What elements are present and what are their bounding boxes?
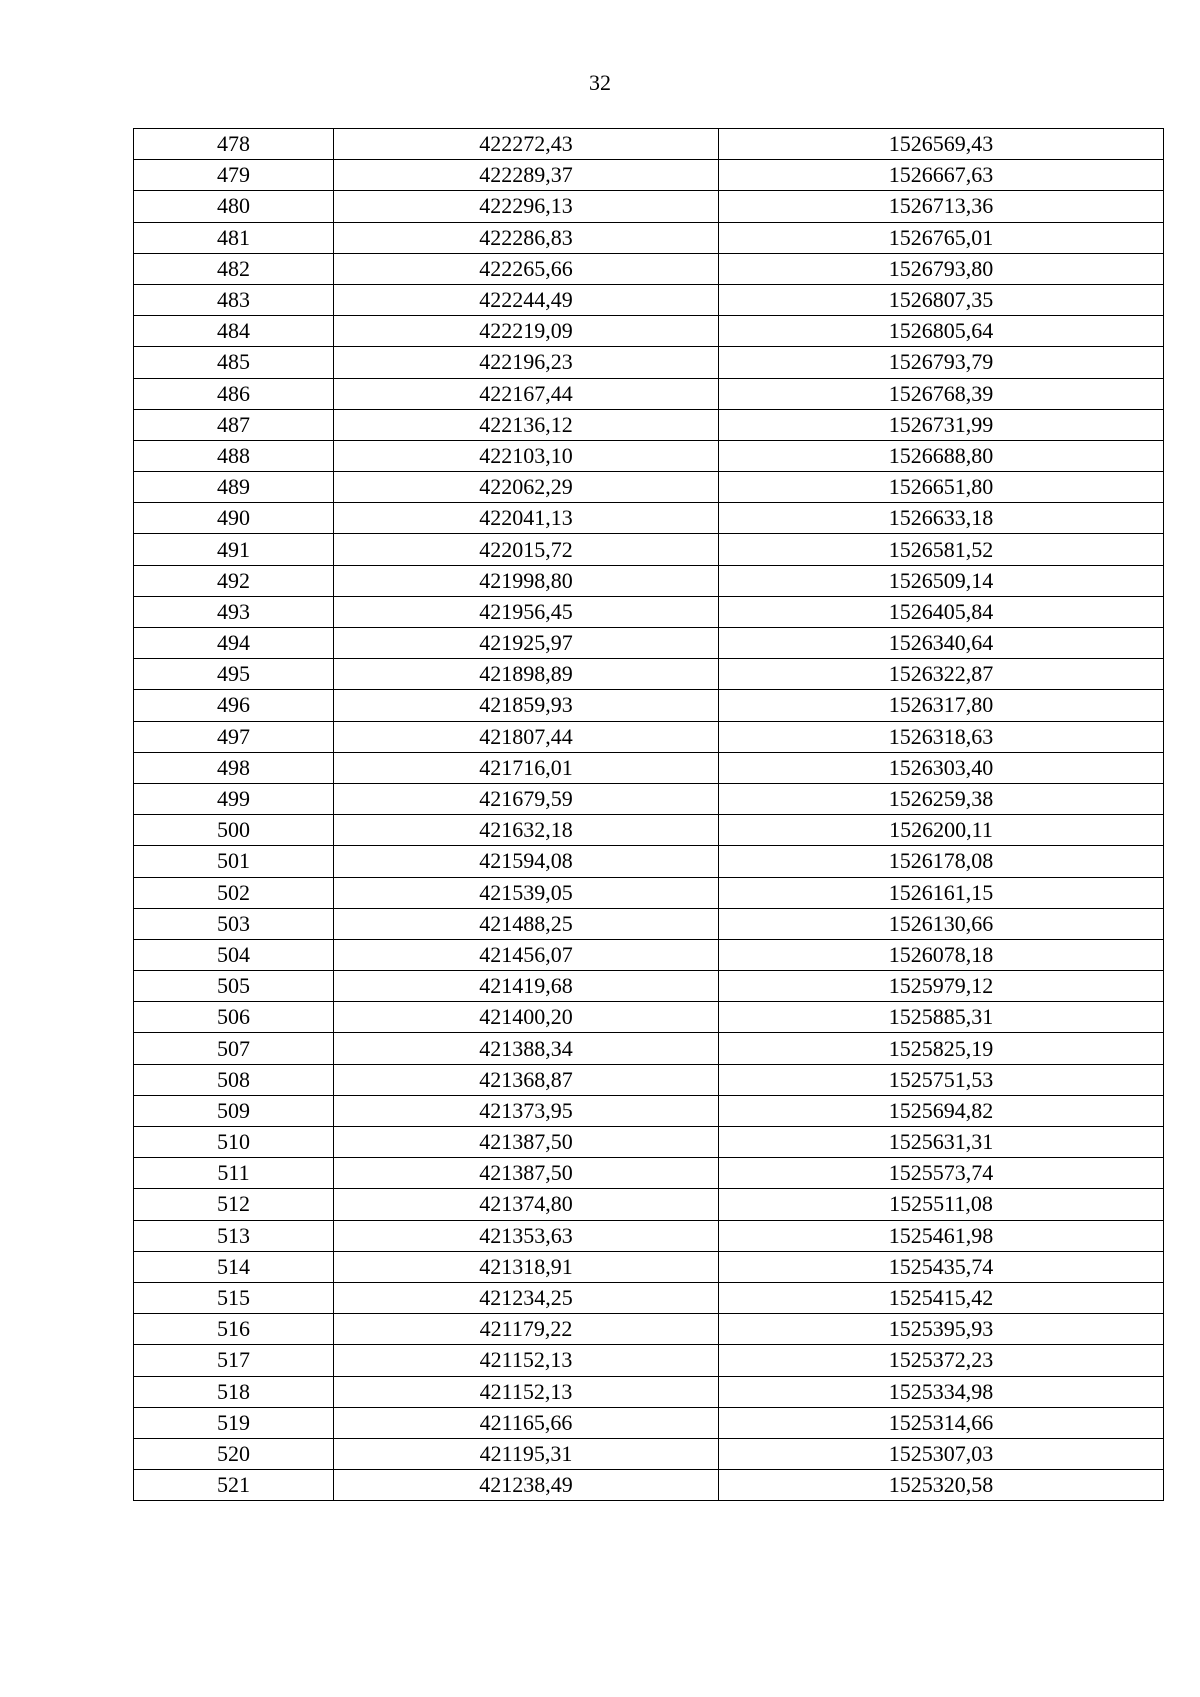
- table-row: [134, 1127, 1164, 1158]
- x-coordinate-cell: 422289,37: [334, 160, 719, 191]
- point-number-cell: 491: [134, 534, 334, 565]
- point-number-cell: 517: [134, 1345, 334, 1376]
- table-row: [134, 472, 1164, 503]
- table-row: [134, 316, 1164, 347]
- point-number-cell: 497: [134, 721, 334, 752]
- point-number-cell: 496: [134, 690, 334, 721]
- y-coordinate-cell: 1526633,18: [719, 503, 1164, 534]
- x-coordinate-cell: 421456,07: [334, 939, 719, 970]
- point-number-cell: 487: [134, 409, 334, 440]
- x-coordinate-cell: 421594,08: [334, 846, 719, 877]
- table-row: [134, 565, 1164, 596]
- table-row: [134, 752, 1164, 783]
- x-coordinate-cell: 421998,80: [334, 565, 719, 596]
- y-coordinate-cell: 1526405,84: [719, 596, 1164, 627]
- x-coordinate-cell: 421152,13: [334, 1376, 719, 1407]
- point-number-cell: 494: [134, 628, 334, 659]
- point-number-cell: 484: [134, 316, 334, 347]
- table-row: [134, 1064, 1164, 1095]
- point-number-cell: 478: [134, 129, 334, 160]
- table-row: [134, 659, 1164, 690]
- table-row: [134, 1251, 1164, 1282]
- table-row: [134, 1345, 1164, 1376]
- x-coordinate-cell: 422286,83: [334, 222, 719, 253]
- page-number: 32: [589, 70, 611, 95]
- coordinates-table-body: [134, 129, 1164, 1501]
- y-coordinate-cell: 1526688,80: [719, 440, 1164, 471]
- y-coordinate-cell: 1526340,64: [719, 628, 1164, 659]
- table-row: [134, 628, 1164, 659]
- point-number-cell: 501: [134, 846, 334, 877]
- y-coordinate-cell: 1526667,63: [719, 160, 1164, 191]
- y-coordinate-cell: 1526322,87: [719, 659, 1164, 690]
- x-coordinate-cell: 421716,01: [334, 752, 719, 783]
- table-row: [134, 378, 1164, 409]
- table-row: [134, 1438, 1164, 1469]
- x-coordinate-cell: 421234,25: [334, 1282, 719, 1313]
- table-row: [134, 877, 1164, 908]
- y-coordinate-cell: 1526765,01: [719, 222, 1164, 253]
- table-row: [134, 690, 1164, 721]
- x-coordinate-cell: 421925,97: [334, 628, 719, 659]
- point-number-cell: 508: [134, 1064, 334, 1095]
- y-coordinate-cell: 1526713,36: [719, 191, 1164, 222]
- y-coordinate-cell: 1526130,66: [719, 908, 1164, 939]
- y-coordinate-cell: 1526807,35: [719, 284, 1164, 315]
- point-number-cell: 515: [134, 1282, 334, 1313]
- point-number-cell: 488: [134, 440, 334, 471]
- x-coordinate-cell: 422272,43: [334, 129, 719, 160]
- point-number-cell: 502: [134, 877, 334, 908]
- x-coordinate-cell: 421238,49: [334, 1470, 719, 1501]
- y-coordinate-cell: 1525631,31: [719, 1127, 1164, 1158]
- y-coordinate-cell: 1525320,58: [719, 1470, 1164, 1501]
- point-number-cell: 521: [134, 1470, 334, 1501]
- table-row: [134, 846, 1164, 877]
- point-number-cell: 504: [134, 939, 334, 970]
- x-coordinate-cell: 422196,23: [334, 347, 719, 378]
- y-coordinate-cell: 1525314,66: [719, 1407, 1164, 1438]
- y-coordinate-cell: 1526259,38: [719, 783, 1164, 814]
- table-row: [134, 1220, 1164, 1251]
- x-coordinate-cell: 421373,95: [334, 1095, 719, 1126]
- table-row: [134, 1002, 1164, 1033]
- y-coordinate-cell: 1525573,74: [719, 1158, 1164, 1189]
- x-coordinate-cell: 422015,72: [334, 534, 719, 565]
- point-number-cell: 490: [134, 503, 334, 534]
- point-number-cell: 500: [134, 815, 334, 846]
- y-coordinate-cell: 1525461,98: [719, 1220, 1164, 1251]
- y-coordinate-cell: 1526078,18: [719, 939, 1164, 970]
- point-number-cell: 498: [134, 752, 334, 783]
- x-coordinate-cell: 421400,20: [334, 1002, 719, 1033]
- y-coordinate-cell: 1525307,03: [719, 1438, 1164, 1469]
- point-number-cell: 510: [134, 1127, 334, 1158]
- point-number-cell: 483: [134, 284, 334, 315]
- x-coordinate-cell: 421387,50: [334, 1158, 719, 1189]
- x-coordinate-cell: 422136,12: [334, 409, 719, 440]
- x-coordinate-cell: 422219,09: [334, 316, 719, 347]
- x-coordinate-cell: 422062,29: [334, 472, 719, 503]
- x-coordinate-cell: 421387,50: [334, 1127, 719, 1158]
- point-number-cell: 503: [134, 908, 334, 939]
- table-row: [134, 222, 1164, 253]
- x-coordinate-cell: 421898,89: [334, 659, 719, 690]
- table-row: [134, 160, 1164, 191]
- point-number-cell: 513: [134, 1220, 334, 1251]
- point-number-cell: 505: [134, 971, 334, 1002]
- table-row: [134, 1095, 1164, 1126]
- x-coordinate-cell: 422265,66: [334, 253, 719, 284]
- table-row: [134, 971, 1164, 1002]
- point-number-cell: 514: [134, 1251, 334, 1282]
- point-number-cell: 520: [134, 1438, 334, 1469]
- y-coordinate-cell: 1525395,93: [719, 1314, 1164, 1345]
- table-row: [134, 440, 1164, 471]
- y-coordinate-cell: 1526793,79: [719, 347, 1164, 378]
- y-coordinate-cell: 1526161,15: [719, 877, 1164, 908]
- point-number-cell: 495: [134, 659, 334, 690]
- table-row: [134, 347, 1164, 378]
- table-row: [134, 1470, 1164, 1501]
- y-coordinate-cell: 1526581,52: [719, 534, 1164, 565]
- x-coordinate-cell: 421318,91: [334, 1251, 719, 1282]
- x-coordinate-cell: 421539,05: [334, 877, 719, 908]
- x-coordinate-cell: 421165,66: [334, 1407, 719, 1438]
- y-coordinate-cell: 1525885,31: [719, 1002, 1164, 1033]
- x-coordinate-cell: 422296,13: [334, 191, 719, 222]
- x-coordinate-cell: 421632,18: [334, 815, 719, 846]
- x-coordinate-cell: 421956,45: [334, 596, 719, 627]
- point-number-cell: 518: [134, 1376, 334, 1407]
- table-row: [134, 191, 1164, 222]
- table-row: [134, 1033, 1164, 1064]
- table-row: [134, 815, 1164, 846]
- table-row: [134, 1376, 1164, 1407]
- x-coordinate-cell: 422167,44: [334, 378, 719, 409]
- x-coordinate-cell: 421179,22: [334, 1314, 719, 1345]
- table-row: [134, 1158, 1164, 1189]
- point-number-cell: 480: [134, 191, 334, 222]
- x-coordinate-cell: 421388,34: [334, 1033, 719, 1064]
- point-number-cell: 481: [134, 222, 334, 253]
- y-coordinate-cell: 1525372,23: [719, 1345, 1164, 1376]
- y-coordinate-cell: 1526793,80: [719, 253, 1164, 284]
- x-coordinate-cell: 421353,63: [334, 1220, 719, 1251]
- table-row: [134, 596, 1164, 627]
- point-number-cell: 489: [134, 472, 334, 503]
- table-row: [134, 1407, 1164, 1438]
- table-row: [134, 1282, 1164, 1313]
- table-row: [134, 1189, 1164, 1220]
- table-row: [134, 503, 1164, 534]
- y-coordinate-cell: 1526651,80: [719, 472, 1164, 503]
- x-coordinate-cell: 421807,44: [334, 721, 719, 752]
- point-number-cell: 516: [134, 1314, 334, 1345]
- x-coordinate-cell: 421488,25: [334, 908, 719, 939]
- y-coordinate-cell: 1526805,64: [719, 316, 1164, 347]
- point-number-cell: 492: [134, 565, 334, 596]
- point-number-cell: 511: [134, 1158, 334, 1189]
- table-row: [134, 253, 1164, 284]
- table-row: [134, 939, 1164, 970]
- table-row: [134, 908, 1164, 939]
- point-number-cell: 486: [134, 378, 334, 409]
- point-number-cell: 507: [134, 1033, 334, 1064]
- x-coordinate-cell: 421152,13: [334, 1345, 719, 1376]
- x-coordinate-cell: 421195,31: [334, 1438, 719, 1469]
- y-coordinate-cell: 1525511,08: [719, 1189, 1164, 1220]
- y-coordinate-cell: 1525334,98: [719, 1376, 1164, 1407]
- table-row: [134, 409, 1164, 440]
- table-row: [134, 783, 1164, 814]
- y-coordinate-cell: 1526569,43: [719, 129, 1164, 160]
- table-row: [134, 721, 1164, 752]
- y-coordinate-cell: 1526317,80: [719, 690, 1164, 721]
- y-coordinate-cell: 1526303,40: [719, 752, 1164, 783]
- y-coordinate-cell: 1525979,12: [719, 971, 1164, 1002]
- table-row: [134, 1314, 1164, 1345]
- x-coordinate-cell: 422103,10: [334, 440, 719, 471]
- y-coordinate-cell: 1526318,63: [719, 721, 1164, 752]
- x-coordinate-cell: 421374,80: [334, 1189, 719, 1220]
- y-coordinate-cell: 1525751,53: [719, 1064, 1164, 1095]
- y-coordinate-cell: 1526509,14: [719, 565, 1164, 596]
- point-number-cell: 509: [134, 1095, 334, 1126]
- x-coordinate-cell: 421419,68: [334, 971, 719, 1002]
- x-coordinate-cell: 422244,49: [334, 284, 719, 315]
- point-number-cell: 485: [134, 347, 334, 378]
- coordinates-table: [133, 128, 1164, 1501]
- point-number-cell: 493: [134, 596, 334, 627]
- point-number-cell: 499: [134, 783, 334, 814]
- y-coordinate-cell: 1526178,08: [719, 846, 1164, 877]
- point-number-cell: 512: [134, 1189, 334, 1220]
- y-coordinate-cell: 1525694,82: [719, 1095, 1164, 1126]
- y-coordinate-cell: 1525435,74: [719, 1251, 1164, 1282]
- y-coordinate-cell: 1525825,19: [719, 1033, 1164, 1064]
- point-number-cell: 479: [134, 160, 334, 191]
- x-coordinate-cell: 421859,93: [334, 690, 719, 721]
- x-coordinate-cell: 421368,87: [334, 1064, 719, 1095]
- y-coordinate-cell: 1526768,39: [719, 378, 1164, 409]
- y-coordinate-cell: 1526731,99: [719, 409, 1164, 440]
- table-row: [134, 534, 1164, 565]
- x-coordinate-cell: 421679,59: [334, 783, 719, 814]
- point-number-cell: 519: [134, 1407, 334, 1438]
- table-row: [134, 284, 1164, 315]
- y-coordinate-cell: 1525415,42: [719, 1282, 1164, 1313]
- point-number-cell: 482: [134, 253, 334, 284]
- y-coordinate-cell: 1526200,11: [719, 815, 1164, 846]
- point-number-cell: 506: [134, 1002, 334, 1033]
- table-row: [134, 129, 1164, 160]
- x-coordinate-cell: 422041,13: [334, 503, 719, 534]
